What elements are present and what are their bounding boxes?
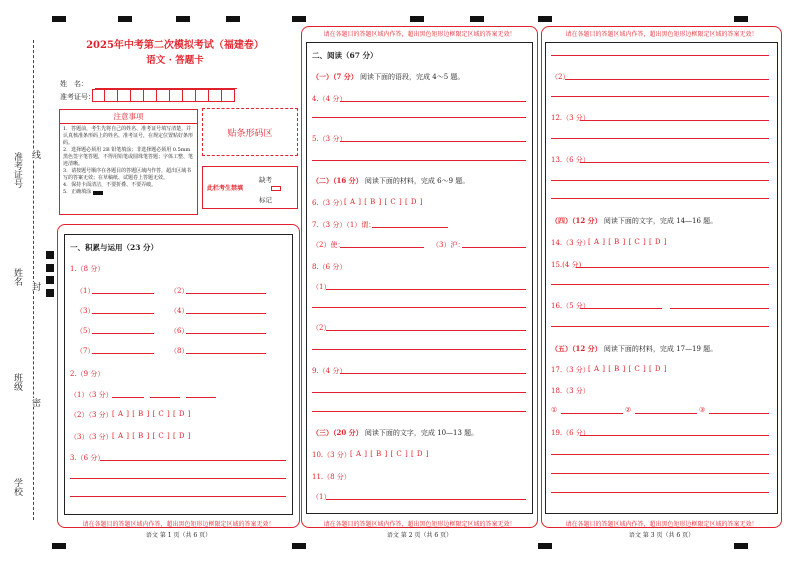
q1-label: 1.（8 分） (70, 265, 105, 273)
q1-blank-label: （3） (76, 307, 95, 315)
timing-mark (470, 16, 484, 22)
timing-mark (46, 251, 54, 259)
part3-label: （三）（20 分） (312, 428, 363, 437)
q8-label: 8.（6 分） (312, 263, 347, 271)
q4-line[interactable] (340, 101, 526, 102)
absent-checkbox[interactable] (271, 186, 281, 191)
notice-title: 注意事项 (60, 110, 197, 124)
q2-label: 2.（9 分） (70, 370, 105, 378)
q18-line[interactable] (561, 413, 623, 414)
q12-line[interactable] (551, 138, 769, 139)
warning-top-2: 请在各题目的答题区域内作答，超出黑色矩形边框限定区域的答案无效！ (323, 31, 516, 38)
q8-2-line[interactable] (312, 349, 526, 350)
binding-line (33, 40, 34, 520)
q2-1-label: （1）（3 分） (70, 391, 113, 399)
timing-mark (292, 16, 306, 22)
timing-mark (734, 543, 748, 549)
q15-line[interactable] (576, 267, 769, 268)
timing-mark (46, 289, 54, 297)
q18-mark-3: ③ (699, 406, 706, 414)
q18-label: 18.（3 分） (551, 387, 590, 395)
q11-2-label: （2） (551, 73, 570, 81)
notice-item: 4．保持卡面清洁，不要折叠、不要弄破。 (63, 182, 157, 188)
q6-label: 6.（3 分） (312, 199, 347, 207)
q12-label: 12.（3 分） (551, 114, 590, 122)
q5-line[interactable] (312, 160, 526, 161)
admission-number-boxes[interactable] (92, 89, 235, 102)
q11-2-line[interactable] (551, 96, 769, 97)
q10-choices[interactable]: [ A ] [ B ] [ C ] [ D ] (350, 450, 429, 458)
q1-blank-line[interactable] (186, 353, 266, 354)
q2-1-line[interactable] (150, 397, 180, 398)
q19-line[interactable] (580, 435, 769, 436)
q7c-label: （3）沪： (432, 241, 465, 249)
page-title: 2025年中考第二次模拟考试（福建卷） (86, 40, 264, 51)
part4-label: （四）（12 分） (551, 216, 602, 225)
absent-mark-1: 缺考 (259, 176, 272, 184)
q11-1-line[interactable] (326, 499, 526, 500)
warning-text-3: 请在各题目的答题区域内作答，超出黑色矩形边框限定区域的答案无效！ (565, 521, 758, 528)
q19-label: 19.（6 分） (551, 429, 590, 437)
q1-blank-label: （8） (170, 347, 189, 355)
section2-border (306, 42, 533, 514)
q12-line[interactable] (580, 120, 769, 121)
q11-cont-line[interactable] (551, 55, 769, 56)
timing-mark (176, 16, 190, 22)
part2-label: （二）（16 分） (312, 176, 363, 185)
q5-line[interactable] (340, 141, 526, 142)
footer-page-3: 语文 第 3 页（共 6 页） (628, 532, 695, 539)
barcode-area: 贴条形码区 (202, 108, 298, 156)
q8-1-label: （1） (312, 283, 331, 291)
q7-3-line[interactable] (462, 247, 526, 248)
q1-blank-line[interactable] (186, 293, 266, 294)
q7b-label: （2）使： (312, 241, 345, 249)
q18-line[interactable] (709, 413, 769, 414)
q1-blank-label: （7） (76, 347, 95, 355)
q7-1-line[interactable] (372, 227, 448, 228)
q2-2-label: （2）（3 分） (70, 411, 113, 419)
q9-line[interactable] (312, 411, 526, 412)
notice-box (59, 109, 198, 215)
q2-1-line[interactable] (112, 397, 144, 398)
part2-desc: 阅读下面的材料，完成 6～9 题。 (364, 177, 470, 185)
footer-page-2: 语文 第 2 页（共 6 页） (386, 532, 453, 539)
page-subtitle: 语文 · 答题卡 (146, 55, 204, 66)
q15-line[interactable] (551, 284, 769, 285)
notice-item: 1．答题前，考生先将自己的姓名、准考证号填写清楚，并认真核准条形码上的姓名、准考证号，在规定位置贴好条形码。 (63, 126, 194, 146)
q11-2-line[interactable] (565, 79, 769, 80)
q1-blank-label: （6） (170, 327, 189, 335)
q15-label: 15.(4 分) (551, 261, 582, 269)
q3-line[interactable] (70, 496, 286, 497)
part1-label: （一）（7 分） (312, 72, 358, 81)
section2-title: 二、阅读（67 分） (312, 51, 378, 60)
q2-3-label: （3）（3 分） (70, 433, 113, 441)
q7-2-line[interactable] (340, 247, 424, 248)
timing-mark (292, 543, 306, 549)
q9-line[interactable] (312, 392, 526, 393)
q8-1-line[interactable] (326, 289, 526, 290)
warning-text-2: 请在各题目的答题区域内作答，超出黑色矩形边框限定区域的答案无效！ (323, 521, 516, 528)
timing-mark (118, 16, 132, 22)
admission-no-label: 准考证号 (12, 152, 22, 188)
timing-mark (52, 16, 66, 22)
q2-1-line[interactable] (186, 397, 216, 398)
notice-item: 2．选择题必须用 2B 铅笔填涂；非选择题必须用 0.5mm 黑色签字笔答题，不得用铅笔或圆珠笔答题；字体工整、笔迹清晰。 (63, 147, 194, 167)
q19-line[interactable] (551, 473, 769, 474)
timing-mark (52, 543, 66, 549)
q4-label: 4.（4 分） (312, 95, 347, 103)
q16-line[interactable] (551, 326, 769, 327)
q1-blank-label: （1） (76, 287, 95, 295)
q1-blank-label: （2） (170, 287, 189, 295)
timing-mark (226, 16, 240, 22)
q1-blank-line[interactable] (186, 313, 266, 314)
timing-mark (410, 16, 424, 22)
warning-text-1: 请在各题目的答题区域内作答，超出黑色矩形边框限定区域的答案无效！ (82, 521, 275, 528)
q1-blank-line[interactable] (92, 313, 154, 314)
q8-2-label: （2） (312, 324, 331, 332)
q13-line[interactable] (580, 162, 769, 163)
notice-item: 3．请按题号顺序在各题目的答题区域内作答，超出区域书写的答案无效；在草稿纸、试题卷上答题无效。 (63, 168, 192, 181)
q1-blank-label: （5） (76, 327, 95, 335)
timing-mark (538, 543, 552, 549)
q3-line[interactable] (70, 478, 286, 479)
q11-1-label: （1） (312, 493, 331, 501)
part1-desc: 阅读下面的语段，完成 4～5 题。 (360, 73, 465, 81)
warning-top-3: 请在各题目的答题区域内作答，超出黑色矩形边框限定区域的答案无效！ (565, 31, 758, 38)
q7-label: 7.（3 分）（1）谓： (312, 221, 376, 229)
q17-choices[interactable]: [ A ] [ B ] [ C ] [ D ] (588, 365, 667, 373)
q18-mark-1: ① (551, 406, 558, 414)
class-label-side: 班级 (12, 373, 22, 391)
q16-line[interactable] (670, 308, 769, 309)
q2-3-choices[interactable]: [ A ] [ B ] [ C ] [ D ] (112, 432, 191, 440)
q13-line[interactable] (551, 198, 769, 199)
q3-label: 3.（6 分） (70, 454, 105, 462)
q11-label: 11.（8 分） (312, 473, 351, 481)
q6-choices[interactable]: [ A ] [ B ] [ C ] [ D ] (344, 198, 423, 206)
timing-mark (538, 16, 552, 22)
section1-title: 一、积累与运用（23 分） (70, 243, 159, 252)
absent-label: 此栏考生禁填 (207, 185, 244, 192)
q8-1-line[interactable] (312, 307, 526, 308)
q2-2-choices[interactable]: [ A ] [ B ] [ C ] [ D ] (112, 410, 191, 418)
q18-mark-2: ② (625, 406, 632, 414)
q5-label: 5.（3 分） (312, 135, 347, 143)
q16-label: 16.（5 分） (551, 302, 590, 310)
q19-line[interactable] (551, 454, 769, 455)
seal-char: 封 (30, 282, 40, 291)
name-label-side: 姓名 (12, 268, 22, 286)
part4-desc: 阅读下面的文字，完成 14—16 题。 (603, 217, 718, 225)
secret-char: 密 (30, 398, 40, 407)
timing-mark (46, 264, 54, 272)
part5-label: （五）（12 分） (551, 344, 602, 353)
timing-mark (46, 276, 54, 284)
q16-line[interactable] (580, 308, 662, 309)
q9-line[interactable] (340, 373, 526, 374)
q1-blank-label: （4） (170, 307, 189, 315)
q19-line[interactable] (551, 492, 769, 493)
q1-blank-line[interactable] (92, 353, 154, 354)
q10-label: 10.（3 分） (312, 451, 351, 459)
q18-line[interactable] (635, 413, 697, 414)
absent-box (202, 166, 298, 209)
q17-label: 17.（3 分） (551, 366, 590, 374)
q9-label: 9.（4 分） (312, 367, 347, 375)
notice-items (60, 124, 197, 198)
q13-line[interactable] (551, 180, 769, 181)
fill-example-label: 5．正确填涂 (63, 189, 92, 195)
q8-2-line[interactable] (326, 330, 526, 331)
timing-mark (734, 16, 748, 22)
q1-blank-line[interactable] (92, 333, 154, 334)
name-field-label: 姓 名： (60, 80, 88, 88)
school-label-side: 学校 (12, 478, 22, 496)
q1-blank-line[interactable] (92, 293, 154, 294)
q1-blank-line[interactable] (186, 333, 266, 334)
absent-mark-2: 标记 (259, 196, 272, 204)
q13-label: 13.（6 分） (551, 156, 590, 164)
q4-line[interactable] (312, 117, 526, 118)
q3-line[interactable] (100, 460, 286, 461)
fill-example-mark (93, 191, 103, 195)
part3-desc: 阅读下面的文字，完成 10—13 题。 (364, 429, 479, 437)
line-char: 线 (30, 150, 40, 159)
q14-label: 14.（3 分） (551, 239, 590, 247)
footer-page-1: 语文 第 1 页（共 6 页） (145, 532, 212, 539)
q14-choices[interactable]: [ A ] [ B ] [ C ] [ D ] (588, 238, 667, 246)
part5-desc: 阅读下面的材料，完成 17—19 题。 (603, 345, 718, 353)
admission-field-label: 准考证号： (60, 93, 95, 101)
